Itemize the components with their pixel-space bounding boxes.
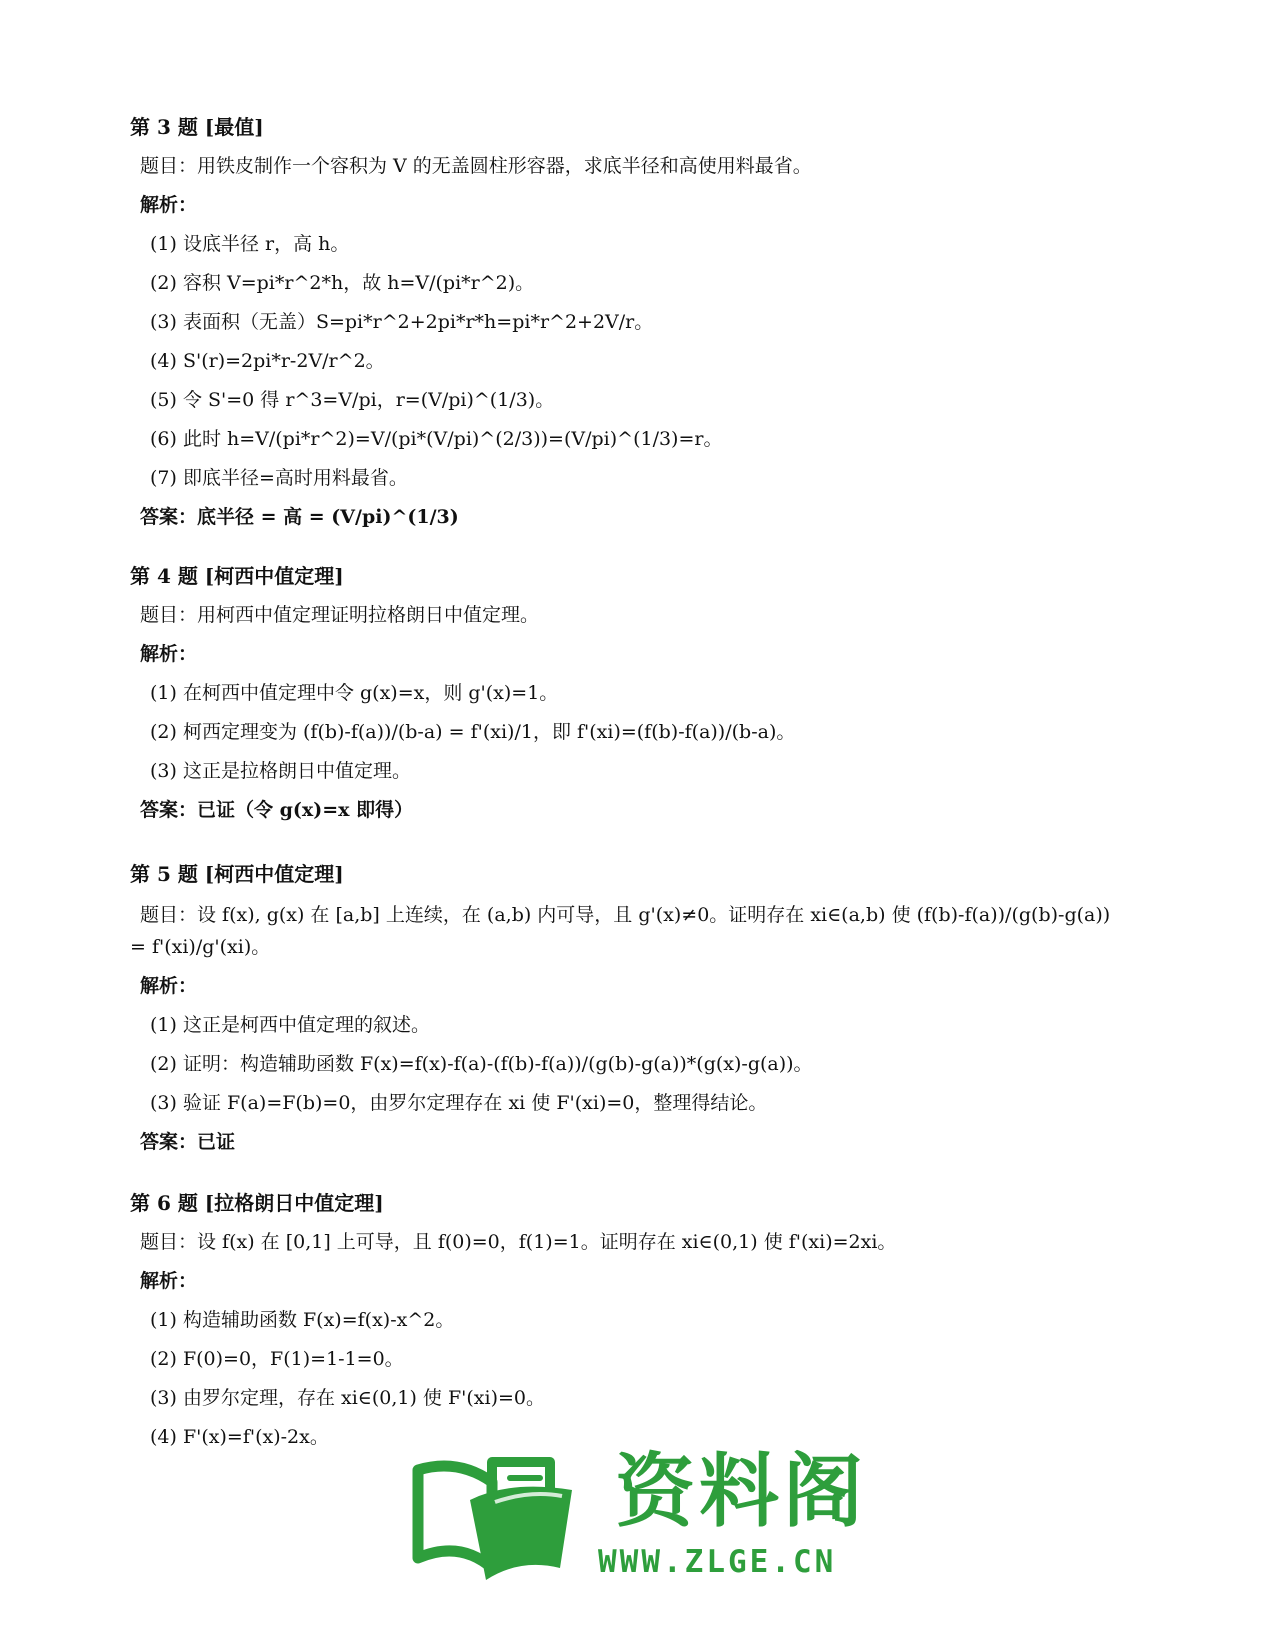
solution-step: (1) 构造辅助函数 F(x)=f(x)-x^2。 xyxy=(150,1309,455,1331)
problem-question: 题目：用柯西中值定理证明拉格朗日中值定理。 xyxy=(140,604,540,626)
analysis-label: 解析： xyxy=(140,975,198,997)
problem-heading: 第 6 题 [拉格朗日中值定理] xyxy=(130,1191,384,1215)
answer-text: 答案：底半径 = 高 = (V/pi)^(1/3) xyxy=(140,506,459,528)
solution-step: (1) 设底半径 r，高 h。 xyxy=(150,233,350,255)
analysis-label: 解析： xyxy=(140,1270,198,1292)
watermark-logo xyxy=(400,1440,870,1590)
problem-4 xyxy=(130,562,1120,835)
solution-step: (3) 验证 F(a)=F(b)=0，由罗尔定理存在 xi 使 F'(xi)=0，整理得结论。 xyxy=(150,1092,768,1114)
solution-step: (7) 即底半径=高时用料最省。 xyxy=(150,467,408,489)
solution-step: (4) F'(x)=f'(x)-2x。 xyxy=(150,1426,329,1448)
solution-step: (2) F(0)=0，F(1)=1-1=0。 xyxy=(150,1348,404,1370)
book-folder-icon xyxy=(400,1440,600,1590)
problem-question: 题目：设 f(x), g(x) 在 [a,b] 上连续，在 (a,b) 内可导，且 g'(x)≠0。证明存在 xi∈(a,b) 使 (f(b)-f(a))/(g(b)-g(a)) = f'(xi)/g'(xi)。 xyxy=(130,904,1111,958)
problem-5 xyxy=(130,860,1120,1167)
problem-heading: 第 4 题 [柯西中值定理] xyxy=(130,564,344,588)
problem-heading: 第 5 题 [柯西中值定理] xyxy=(130,862,344,886)
solution-step: (2) 容积 V=pi*r^2*h，故 h=V/(pi*r^2)。 xyxy=(150,272,535,294)
solution-step: (2) 柯西定理变为 (f(b)-f(a))/(b-a) = f'(xi)/1，即 f'(xi)=(f(b)-f(a))/(b-a)。 xyxy=(150,721,796,743)
solution-step: (3) 由罗尔定理，存在 xi∈(0,1) 使 F'(xi)=0。 xyxy=(150,1387,546,1409)
problem-question: 题目：用铁皮制作一个容积为 V 的无盖圆柱形容器，求底半径和高使用料最省。 xyxy=(140,155,812,177)
problem-3 xyxy=(130,113,1120,542)
watermark-url: WWW.ZLGE.CN xyxy=(598,1544,837,1580)
solution-step: (1) 在柯西中值定理中令 g(x)=x，则 g'(x)=1。 xyxy=(150,682,559,704)
solution-step: (4) S'(r)=2pi*r-2V/r^2。 xyxy=(150,350,385,372)
solution-step: (5) 令 S'=0 得 r^3=V/pi，r=(V/pi)^(1/3)。 xyxy=(150,389,555,411)
analysis-label: 解析： xyxy=(140,194,198,216)
solution-step: (3) 表面积（无盖）S=pi*r^2+2pi*r*h=pi*r^2+2V/r。 xyxy=(150,311,654,333)
answer-text: 答案：已证 xyxy=(140,1131,236,1153)
solution-step: (2) 证明：构造辅助函数 F(x)=f(x)-f(a)-(f(b)-f(a))/(g(b)-g(a))*(g(x)-g(a))。 xyxy=(150,1053,813,1075)
analysis-label: 解析： xyxy=(140,643,198,665)
answer-text: 答案：已证（令 g(x)=x 即得） xyxy=(140,799,414,821)
problem-question: 题目：设 f(x) 在 [0,1] 上可导，且 f(0)=0，f(1)=1。证明存在 xi∈(0,1) 使 f'(xi)=2xi。 xyxy=(140,1231,897,1253)
problem-6 xyxy=(130,1189,1120,1462)
solution-step: (3) 这正是拉格朗日中值定理。 xyxy=(150,760,411,782)
solution-step: (6) 此时 h=V/(pi*r^2)=V/(pi*(V/pi)^(2/3))=(V/pi)^(1/3)=r。 xyxy=(150,428,723,450)
watermark-title: 资料阁 xyxy=(615,1445,867,1538)
problem-heading: 第 3 题 [最值] xyxy=(130,115,264,139)
solution-step: (1) 这正是柯西中值定理的叙述。 xyxy=(150,1014,430,1036)
